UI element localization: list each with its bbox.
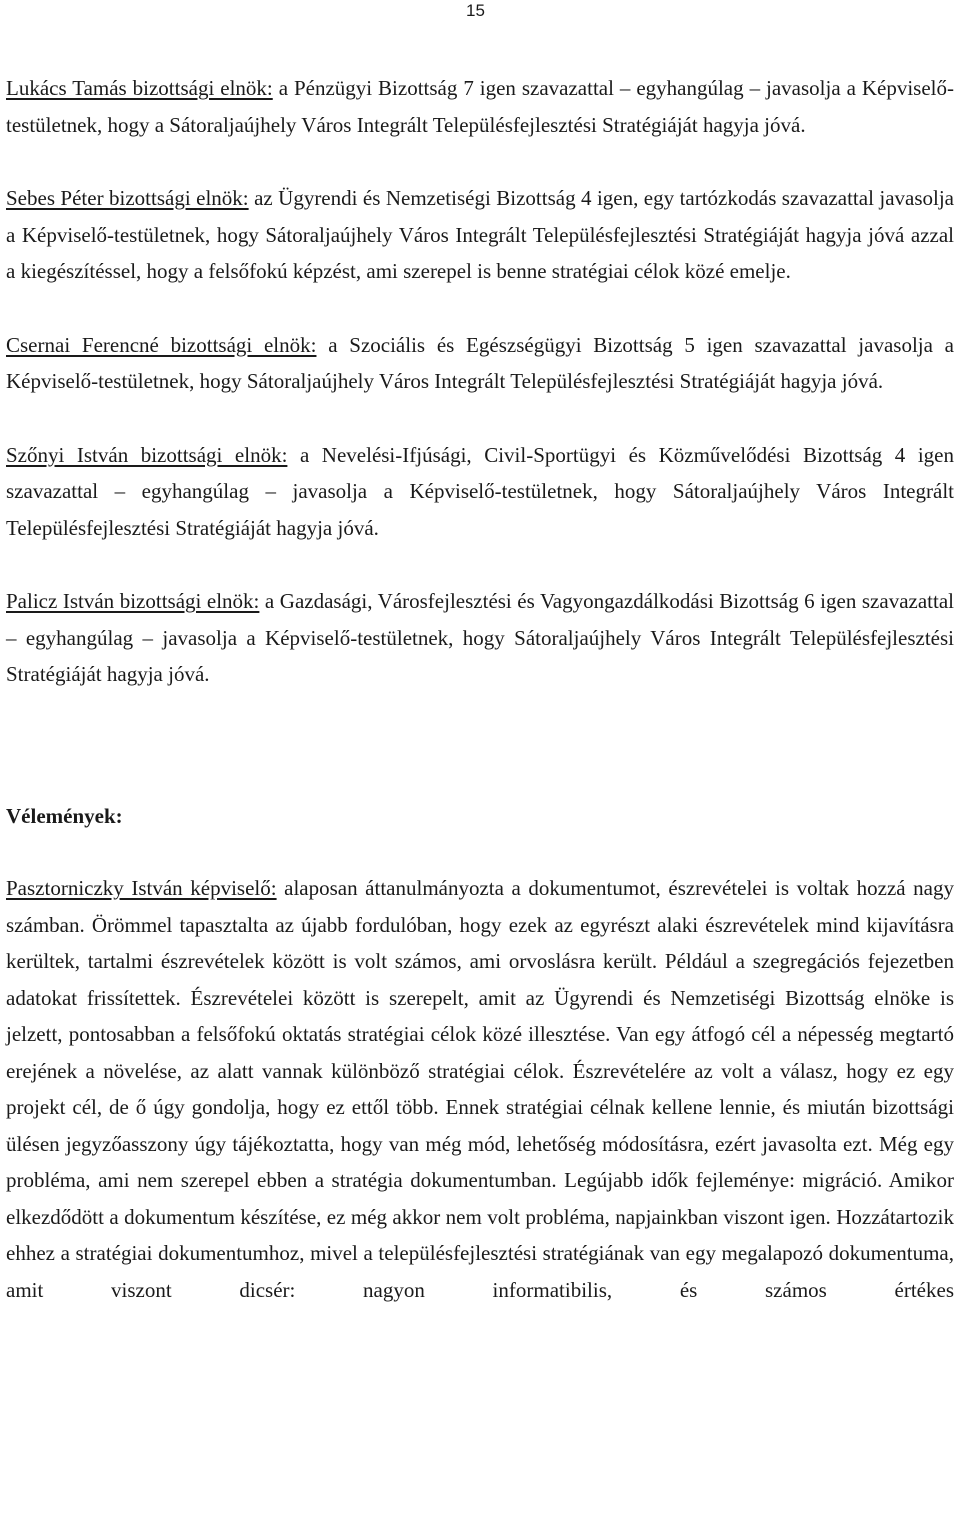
speaker-name: Csernai Ferencné bizottsági elnök:	[6, 332, 317, 357]
statement-text: a Gazdasági, Városfejlesztési és Vagyongazdálkodási Bizottság 6 igen szavazattal – egyhangúlag – javasolja a Képviselő-testületnek, hogy Sátoraljaújhely Város Integrált Településfejlesztési Stratégiáját hagyja jóvá.	[6, 589, 954, 686]
committee-statement-education	[6, 437, 954, 547]
speaker-name: Lukács Tamás bizottsági elnök:	[6, 76, 273, 100]
committee-statement-procedural	[6, 180, 954, 290]
opinion-text: alaposan áttanulmányozta a dokumentumot, észrevételei is voltak hozzá nagy számban. Örömmel tapasztalta az újabb fordulóban, hogy ezek az egyrészt alaki észrevételek mind kijavításra kerültek, tartalmi észrevételek között is volt számos, ami orvoslásra került. Például a szegregációs fejezetben adatokat frissítettek. Észrevételei között is szerepelt, amit az Ügyrendi és Nemzetiségi Bizottság elnöke is jelzett, pontosabban a felsőfokú oktatás stratégiai célok közé illesztése. Van egy átfogó cél a népesség megtartó erejének a növelése, az alatt vannak különböző stratégiai célok. Észrevételére az volt a válasz, hogy ez egy projekt cél, de ő úgy gondolja, hogy ez ettől több. Ennek stratégiai célnak kellene lennie, és miután bizottsági ülésen jegyzőasszony úgy tájékoztatta, hogy van még mód, lehetőség módosításra, ezért javasolta ezt. Még egy probléma, ami nem szerepel ebben a stratégia dokumentumban. Legújabb idők fejleménye: migráció. Amikor elkezdődött a dokumentum készítése, ez még akkor nem volt probléma, napjainkban viszont igen. Hozzátartozik ehhez a stratégiai dokumentumhoz, mivel a településfejlesztési stratégiának van egy megalapozó dokumentuma, amit viszont dicsér: nagyon informatibilis, és számos értékes	[6, 876, 955, 1302]
statement-text: a Pénzügyi Bizottság 7 igen szavazattal – egyhangúlag – javasolja a Képviselő-testületnek, hogy a Sátoraljaújhely Város Integrált Településfejlesztési Stratégiáját hagyja jóvá.	[6, 76, 954, 137]
page-number: 15	[466, 1, 485, 20]
speaker-name: Szőnyi István bizottsági elnök:	[6, 442, 288, 467]
speaker-name: Pasztorniczky István képviselő:	[6, 876, 277, 900]
opinion-paragraph	[6, 870, 954, 1308]
speaker-name: Palicz István bizottsági elnök:	[6, 589, 260, 613]
opinions-heading: Vélemények:	[6, 803, 123, 828]
committee-statement-finance	[6, 70, 954, 143]
document-body	[6, 70, 954, 1308]
statement-text: a Szociális és Egészségügyi Bizottság 5 igen szavazattal javasolja a Képviselő-testületnek, hogy Sátoraljaújhely Város Integrált Településfejlesztési Stratégiáját hagyja jóvá.	[6, 332, 955, 393]
committee-statement-social	[6, 327, 954, 400]
speaker-name: Sebes Péter bizottsági elnök:	[6, 186, 249, 210]
committee-statement-economic	[6, 583, 954, 693]
statement-text: a Nevelési-Ifjúsági, Civil-Sportügyi és Közművelődési Bizottság 4 igen szavazattal – egyhangúlag – javasolja a Képviselő-testületnek, hogy Sátoraljaújhely Város Integrált Településfejlesztési Stratégiáját hagyja jóvá.	[6, 442, 954, 540]
statement-text: az Ügyrendi és Nemzetiségi Bizottság 4 igen, egy tartózkodás szavazattal javasolja a Képviselő-testületnek, hogy Sátoraljaújhely Város Integrált Településfejlesztési Stratégiáját hagyja jóvá azzal a kiegészítéssel, hogy a felsőfokú képzést, ami szerepel is benne stratégiai célok közé emelje.	[6, 186, 954, 283]
